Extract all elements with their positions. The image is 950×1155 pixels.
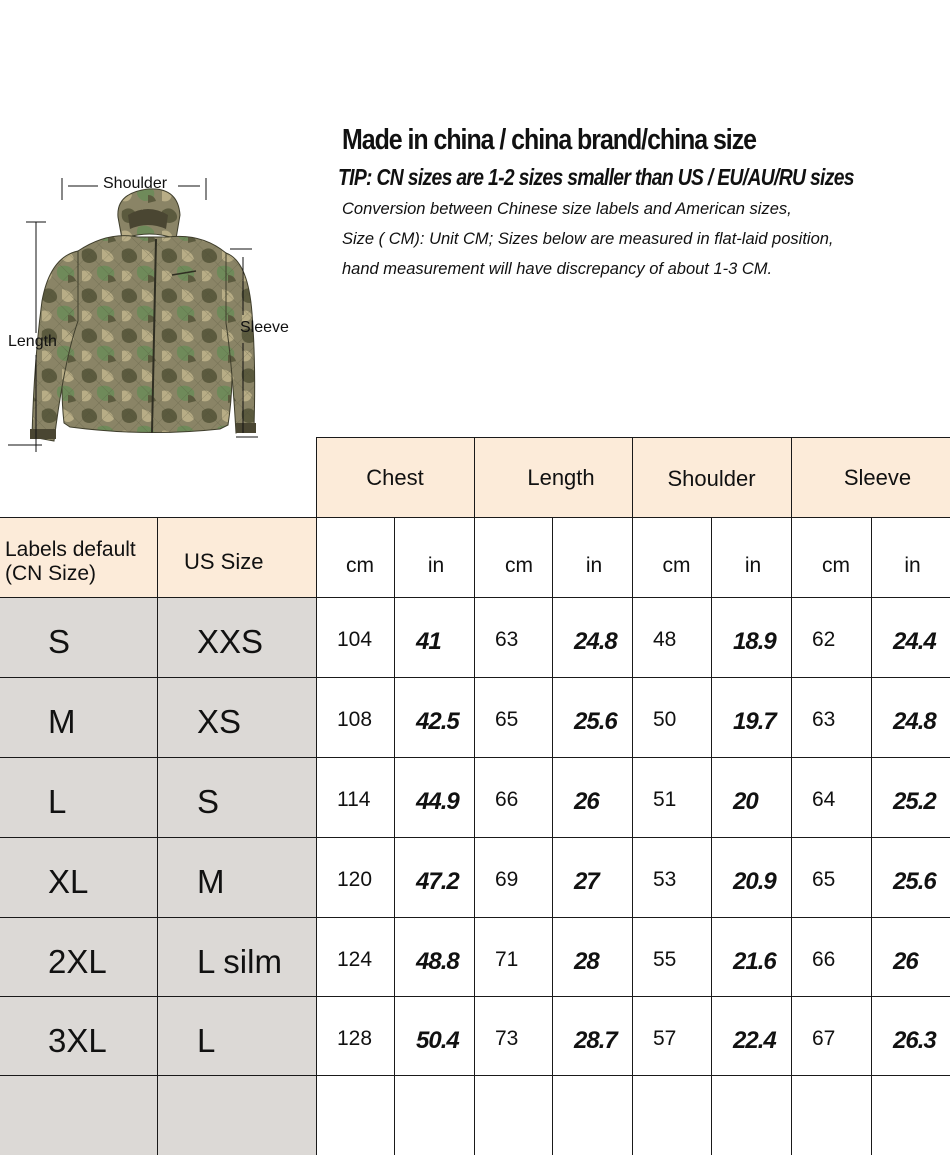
length-in-cell: 24.8: [574, 628, 617, 655]
grid-line: [157, 517, 158, 1155]
note-line-3: hand measurement will have discrepancy of about 1-3 CM.: [342, 260, 773, 278]
unit-in: in: [585, 554, 603, 577]
chest-cm-cell: 114: [337, 788, 371, 811]
unit-in: in: [744, 554, 762, 577]
chest-header: Chest: [366, 464, 424, 490]
grid-line: [791, 437, 792, 1155]
shoulder-in-cell: 18.9: [733, 628, 776, 655]
cn-size-cell: 2XL: [48, 943, 107, 980]
unit-cm: cm: [505, 554, 533, 577]
note-line-2: Size ( CM): Unit CM; Sizes below are measured in flat-laid position,: [342, 230, 834, 248]
grid-line: [0, 996, 950, 997]
cn-size-header: Labels default (CN Size): [5, 538, 136, 585]
chest-cm-cell: 124: [337, 948, 373, 971]
sleeve-in-cell: 26.3: [893, 1027, 936, 1054]
grid-line: [394, 517, 395, 1155]
length-cm-cell: 71: [495, 948, 519, 971]
chest-in-cell: 50.4: [416, 1027, 459, 1054]
sleeve-in-cell: 24.4: [893, 628, 936, 655]
note-line-1: Conversion between Chinese size labels and American sizes,: [342, 200, 792, 218]
chest-cm-cell: 104: [337, 628, 373, 651]
chest-in-cell: 41: [416, 628, 441, 655]
grid-line: [632, 437, 633, 1155]
us-size-cell: XXS: [197, 623, 264, 660]
chest-in-cell: 44.9: [416, 788, 459, 815]
chest-in-cell: 47.2: [416, 868, 459, 895]
grid-line: [0, 597, 950, 598]
grid-line: [0, 1075, 950, 1076]
length-in-cell: 26: [574, 788, 599, 815]
sleeve-in-cell: 24.8: [893, 708, 936, 735]
shoulder-in-cell: 22.4: [733, 1027, 776, 1054]
sleeve-cm-cell: 66: [812, 948, 836, 971]
grid-line: [316, 437, 950, 438]
chest-cm-cell: 128: [337, 1027, 373, 1050]
shoulder-label: Shoulder: [103, 175, 168, 192]
length-label: Length: [8, 333, 57, 350]
length-cm-cell: 65: [495, 708, 519, 731]
us-size-cell: L: [197, 1022, 216, 1059]
shoulder-in-cell: 20: [733, 788, 758, 815]
sleeve-in-cell: 25.2: [893, 788, 936, 815]
unit-cm: cm: [662, 554, 691, 577]
us-size-header: US Size: [184, 549, 264, 574]
shoulder-cm-cell: 48: [653, 628, 677, 651]
chest-cm-cell: 120: [337, 868, 373, 891]
length-cm-cell: 63: [495, 628, 519, 651]
grid-line: [0, 757, 950, 758]
shoulder-in-cell: 21.6: [733, 948, 776, 975]
size-tip: TIP: CN sizes are 1-2 sizes smaller than US / EU/AU/RU sizes: [338, 164, 854, 190]
length-cm-cell: 73: [495, 1027, 519, 1050]
grid-line: [0, 517, 950, 518]
grid-line: [0, 677, 950, 678]
sleeve-cm-cell: 65: [812, 868, 836, 891]
cn-size-cell: L: [48, 783, 67, 820]
chest-cm-cell: 108: [337, 708, 373, 731]
grid-line: [474, 437, 475, 1155]
shoulder-cm-cell: 51: [653, 788, 677, 811]
unit-in: in: [427, 554, 445, 577]
us-size-cell: L silm: [197, 943, 282, 980]
unit-cm: cm: [346, 554, 374, 577]
cn-size-cell: M: [48, 703, 76, 740]
sleeve-header: Sleeve: [843, 464, 912, 490]
chest-in-cell: 42.5: [416, 708, 459, 735]
unit-cm: cm: [822, 554, 850, 577]
sleeve-in-cell: 26: [893, 948, 918, 975]
unit-in: in: [904, 554, 921, 577]
us-size-cell: S: [197, 783, 220, 820]
length-in-cell: 28.7: [574, 1027, 617, 1054]
length-in-cell: 28: [574, 948, 599, 975]
length-cm-cell: 69: [495, 868, 519, 891]
cn-size-cell: S: [48, 623, 71, 660]
shoulder-in-cell: 19.7: [733, 708, 776, 735]
length-in-cell: 25.6: [574, 708, 617, 735]
grid-line: [871, 517, 872, 1155]
us-size-cell: XS: [197, 703, 242, 740]
shoulder-cm-cell: 55: [653, 948, 677, 971]
sleeve-cm-cell: 62: [812, 628, 836, 651]
page-title: Made in china / china brand/china size: [342, 124, 756, 156]
length-cm-cell: 66: [495, 788, 519, 811]
shoulder-cm-cell: 50: [653, 708, 677, 731]
chest-in-cell: 48.8: [416, 948, 459, 975]
cn-size-cell: XL: [48, 863, 89, 900]
sleeve-cm-cell: 64: [812, 788, 836, 811]
jacket-image: [0, 165, 310, 460]
length-header: Length: [527, 464, 595, 490]
shoulder-in-cell: 20.9: [733, 868, 776, 895]
shoulder-header: Shoulder: [667, 465, 756, 491]
grid-line: [552, 517, 553, 1155]
us-size-cell: M: [197, 863, 225, 900]
shoulder-cm-cell: 53: [653, 868, 677, 891]
jacket-measurement-figure: [0, 165, 310, 460]
grid-line: [711, 517, 712, 1155]
grid-line: [0, 837, 950, 838]
sleeve-cm-cell: 63: [812, 708, 836, 731]
cn-size-cell: 3XL: [48, 1022, 107, 1059]
grid-line: [316, 437, 317, 1155]
grid-line: [0, 917, 950, 918]
sleeve-label: Sleeve: [240, 319, 289, 336]
sleeve-in-cell: 25.6: [893, 868, 936, 895]
sleeve-cm-cell: 67: [812, 1027, 836, 1050]
length-in-cell: 27: [574, 868, 599, 895]
shoulder-cm-cell: 57: [653, 1027, 677, 1050]
